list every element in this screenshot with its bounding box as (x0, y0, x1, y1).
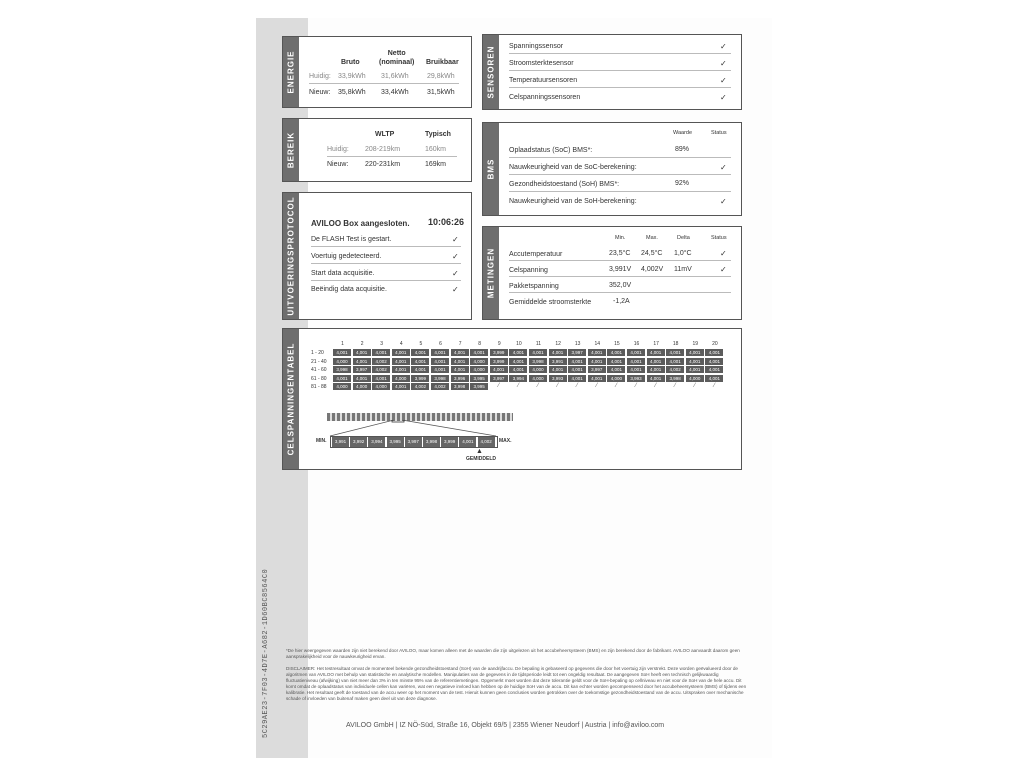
cell-voltage: 4,001 (705, 375, 723, 382)
energie-row-label: Huidig: (309, 73, 331, 80)
cell-voltage: 4,001 (588, 358, 606, 365)
energie-row-label: Nieuw: (309, 89, 331, 96)
metingen-value: 352,0V (609, 282, 632, 289)
column-header: 7 (458, 341, 462, 347)
zoom-value: 3,999 (441, 437, 459, 447)
column-header: 6 (439, 341, 442, 347)
zoom-bar (330, 436, 498, 448)
cell-voltage: 4,000 (470, 366, 488, 373)
row-label: 1 - 20 (311, 350, 324, 356)
energie-panel (282, 36, 472, 108)
col-min: Min. (615, 235, 626, 241)
zoom-value: 4,002 (478, 437, 496, 447)
cell-voltage: 4,001 (431, 358, 449, 365)
empty-cell-icon: ⁄ (517, 383, 519, 390)
cell-voltage: 3,997 (588, 366, 606, 373)
metingen-value: 23,5°C (609, 250, 631, 257)
column-header: 10 (516, 341, 522, 347)
bereik-tab: BEREIK (283, 119, 299, 181)
cell-voltage: 4,001 (686, 366, 704, 373)
bms-label: Nauwkeurigheid van de SoC-berekening: (509, 164, 637, 171)
cell-voltage: 4,001 (411, 349, 429, 356)
cell-voltage: 3,999 (411, 375, 429, 382)
empty-cell-icon: ⁄ (596, 383, 598, 390)
column-header: 15 (614, 341, 620, 347)
empty-cell-icon: ⁄ (655, 383, 657, 390)
max-label: MAX. (499, 438, 512, 444)
cell-voltage: 4,001 (509, 366, 527, 373)
metingen-value: 4,002V (641, 266, 664, 273)
cell-voltage: 4,001 (470, 349, 488, 356)
footer-note: *De hier weergegeven waarden zijn niet berekend door AVILOO, maar komen alleen met de waarden die zijn uitgelezen uit het accubeheersysteem (BMS) en zijn berekend door de fabrikant. AVILOO aanvaardt daarom geen aansprakelijkheid voor de nauwkeurigheid ervan. (286, 648, 740, 659)
col-bruto: Bruto (341, 59, 360, 66)
cell-voltage: 4,001 (333, 375, 351, 382)
cell-voltage: 4,000 (333, 383, 351, 390)
bereik-value: 208-219km (365, 146, 401, 153)
check-icon: ✓ (720, 163, 727, 172)
divider (509, 292, 731, 293)
sensor-item: Temperatuursensoren (509, 77, 578, 84)
cell-voltage: 4,001 (647, 349, 665, 356)
average-label: GEMIDDELD (466, 456, 496, 462)
cell-voltage: 4,001 (392, 349, 410, 356)
column-header: 11 (535, 341, 542, 347)
metingen-label: Gemiddelde stroomsterkte (509, 299, 592, 306)
column-header: 13 (574, 341, 581, 347)
cell-voltage: 3,993 (549, 375, 567, 382)
cell-voltage-tab: CELSPANNINGENTABEL (283, 329, 299, 469)
document-id: 5C29AE23-7F03-4D7E-A682-1D60BC8564C0 (262, 568, 270, 738)
row-label: 61 - 80 (311, 375, 327, 382)
bms-panel (482, 122, 742, 216)
cell-voltage: 3,995 (470, 383, 488, 390)
cell-voltage: 4,002 (411, 383, 429, 390)
column-header: 19 (692, 341, 699, 347)
cell-voltage: 4,001 (647, 358, 665, 365)
cell-voltage: 4,001 (353, 358, 371, 365)
metingen-value: 24,5°C (641, 250, 663, 257)
bms-tab: BMS (483, 123, 499, 215)
empty-cell-icon: ⁄ (557, 383, 559, 390)
energie-value: 33,4kWh (381, 89, 409, 96)
cell-voltage: 4,001 (666, 349, 684, 356)
divider (509, 276, 731, 277)
check-icon: ✓ (452, 269, 459, 278)
cell-voltage: 4,001 (666, 358, 684, 365)
cell-voltage: 4,001 (705, 349, 723, 356)
check-icon: ✓ (452, 235, 459, 244)
cell-voltage: 4,002 (372, 358, 390, 365)
empty-cell-icon: ⁄ (713, 383, 715, 390)
cell-voltage: 4,001 (686, 349, 704, 356)
empty-cell-icon: ⁄ (674, 383, 676, 390)
cell-voltage: 4,000 (529, 366, 547, 373)
cell-voltage: 4,002 (372, 366, 390, 373)
energie-value: 29,8kWh (427, 73, 455, 80)
energie-value: 33,9kWh (338, 73, 366, 80)
energie-value: 31,5kWh (427, 89, 455, 96)
cell-voltage: 4,001 (568, 375, 586, 382)
metingen-panel (482, 226, 742, 320)
cell-voltage: 4,000 (686, 375, 704, 382)
cell-voltage: 4,001 (411, 366, 429, 373)
metingen-value: 1,0°C (674, 250, 692, 257)
energie-value: 35,8kWh (338, 89, 366, 96)
cell-voltage: 4,001 (451, 358, 469, 365)
divider (311, 263, 461, 264)
sensor-item: Spanningssensor (509, 43, 564, 50)
cell-voltage: 4,001 (451, 349, 469, 356)
cell-voltage: 3,998 (529, 358, 547, 365)
bereik-value: 160km (425, 146, 447, 153)
cell-voltage: 4,001 (529, 349, 547, 356)
sensoren-tab: SENSOREN (483, 35, 499, 109)
bms-label: Gezondheidstoestand (SoH) BMS*: (509, 181, 620, 188)
cell-voltage: 4,001 (705, 366, 723, 373)
protocol-title: AVILOO Box aangesloten. (311, 219, 410, 228)
cell-voltage: 3,996 (451, 375, 469, 382)
footer-address: AVILOO GmbH | IZ NÖ-Süd, Straße 16, Objekt 69/5 | 2355 Wiener Neudorf | Austria | info@aviloo.com (346, 722, 665, 729)
energie-tab: ENERGIE (283, 37, 299, 107)
cell-voltage: 4,001 (353, 375, 371, 382)
zoom-value: 3,997 (405, 437, 423, 447)
divider (509, 70, 731, 71)
cell-voltage: 3,999 (490, 358, 508, 365)
cell-voltage: 4,001 (490, 366, 508, 373)
protocol-item: Voertuig gedetecteerd. (311, 253, 382, 260)
col-typisch: Typisch (425, 131, 451, 138)
zoom-value: 3,991 (332, 437, 350, 447)
cell-voltage: 3,998 (333, 366, 351, 373)
col-delta: Delta (677, 235, 690, 241)
cell-voltage: 4,001 (509, 358, 527, 365)
bereik-panel (282, 118, 472, 182)
col-netto: Netto (nominaal) (379, 50, 415, 66)
column-header: 5 (419, 341, 423, 347)
average-marker-icon: ▲ (476, 448, 483, 455)
cell-voltage: 4,001 (568, 366, 586, 373)
cell-voltage: 3,994 (509, 375, 527, 382)
check-icon: ✓ (720, 59, 727, 68)
sensor-item: Stroomsterktesensor (509, 60, 574, 67)
empty-cell-icon: ⁄ (635, 383, 637, 390)
cell-voltage: 4,001 (607, 366, 625, 373)
sensor-item: Celspanningssensoren (509, 94, 581, 101)
check-icon: ✓ (720, 42, 727, 51)
check-icon: ✓ (452, 285, 459, 294)
cell-voltage: 4,000 (529, 375, 547, 382)
metingen-label: Celspanning (509, 267, 548, 274)
cell-voltage: 4,000 (607, 375, 625, 382)
cell-voltage: 3,995 (470, 375, 488, 382)
cell-voltage: 4,001 (549, 366, 567, 373)
cell-voltage: 4,001 (451, 366, 469, 373)
bereik-row-label: Nieuw: (327, 161, 349, 168)
cell-voltage: 4,000 (372, 383, 390, 390)
check-icon: ✓ (720, 93, 727, 102)
protocol-item: De FLASH Test is gestart. (311, 236, 392, 243)
cell-voltage: 4,001 (333, 349, 351, 356)
cell-voltage: 4,001 (627, 366, 645, 373)
divider (509, 87, 731, 88)
cell-voltage: 4,001 (647, 375, 665, 382)
cell-voltage: 3,993 (627, 375, 645, 382)
column-header: 12 (555, 341, 561, 347)
cell-voltage: 4,001 (588, 349, 606, 356)
cell-voltage: 4,001 (372, 349, 390, 356)
cell-voltage: 4,001 (372, 375, 390, 382)
zoom-value: 3,992 (350, 437, 368, 447)
cell-voltage: 4,000 (353, 383, 371, 390)
col-wltp: WLTP (375, 131, 395, 138)
energie-value: 31,6kWh (381, 73, 409, 80)
cell-voltage: 4,001 (627, 349, 645, 356)
col-max: Max. (646, 235, 658, 241)
bms-value: 89% (675, 146, 690, 153)
divider (509, 174, 731, 175)
column-header: 2 (360, 341, 364, 347)
cell-voltage: 4,001 (392, 366, 410, 373)
check-icon: ✓ (720, 197, 727, 206)
cell-voltage: 3,991 (549, 358, 567, 365)
divider (509, 157, 731, 158)
cell-voltage: 4,001 (411, 358, 429, 365)
column-header: 14 (594, 341, 601, 347)
bms-label: Oplaadstatus (SoC) BMS*: (509, 147, 593, 154)
metingen-tab: METINGEN (483, 227, 499, 319)
bereik-value: 220-231km (365, 161, 401, 168)
zoom-value: 3,995 (387, 437, 405, 447)
cell-voltage: 4,001 (353, 349, 371, 356)
column-header: 18 (672, 341, 679, 347)
check-icon: ✓ (720, 249, 727, 258)
cell-voltage: 4,001 (509, 349, 527, 356)
bereik-value: 169km (425, 161, 447, 168)
empty-cell-icon: ⁄ (576, 383, 578, 390)
metingen-value: -1,2A (613, 298, 630, 305)
protocol-time: 10:06:26 (428, 217, 465, 227)
divider (509, 53, 731, 54)
cell-voltage: 4,001 (431, 349, 449, 356)
empty-cell-icon: ⁄ (694, 383, 696, 390)
min-label: MIN. (316, 438, 327, 444)
row-label: 81 - 88 (311, 384, 327, 391)
cell-voltage: 4,000 (470, 358, 488, 365)
zoom-value: 3,998 (423, 437, 441, 447)
cell-voltage: 4,001 (686, 358, 704, 365)
row-label: 21 - 40 (311, 358, 327, 365)
footer-disclaimer: DISCLAIMER: Het testresultaat omvat de momenteel bekende gezondheidstoestand (SoH) van de aandrijfaccu. De bepaling is gebaseerd op gegevens die door het voertuig zijn verstrekt. Deze worden geëvalueerd door de algoritmen van AVILOO met behulp van statistische en analytische modellen. Manipulaties van de gegevens in de tijdsperiode leidt tot een ongeldig resultaat. De aangegeven SoH heeft een technisch gelijkwaardig fluctuatieniveau (afwijking) van niet meer dan 3% in ten minste 95% van de referentiemetingen. Opgemerkt moet worden dat deze tolerantie geldt voor de SoH-bepaling op cellniveau en niet voor de SoH van de hele accu. Dit komt omdat de oplaadstatus van individuele cellen kan variëren, wat een negatieve invloed kan hebben op de huidige SoH van de accu. Dit kan echter worden gecompenseerd door het accubeheersysteem (BMS) of tijdens een kalibratie. Het resultaat geeft de toestand van de accu weer op het moment van de test. Hieruit kunnen geen conclusies worden getrokken over de toekomstige gezondheidstoestand van de accu. Uitspraken over mechanische schade of invloeden van buitenaf maken geen deel uit van deze diagnose. (286, 666, 747, 701)
protocol-panel (282, 192, 472, 320)
col-status: Status (711, 130, 727, 136)
cell-voltage: 4,001 (607, 358, 625, 365)
empty-cell-icon: ⁄ (615, 383, 617, 390)
metingen-label: Accutemperatuur (509, 251, 563, 258)
cell-voltage: 3,998 (666, 375, 684, 382)
cell-voltage: 3,997 (568, 349, 586, 356)
bms-value: 92% (675, 180, 690, 187)
cell-voltage: 4,002 (666, 366, 684, 373)
column-header: 16 (633, 341, 640, 347)
protocol-item: Start data acquisitie. (311, 270, 375, 277)
divider (509, 260, 731, 261)
empty-cell-icon: ⁄ (537, 383, 539, 390)
column-header: 8 (478, 341, 482, 347)
cell-voltage: 3,998 (451, 383, 469, 390)
check-icon: ✓ (720, 76, 727, 85)
zoom-value: 4,001 (459, 437, 477, 447)
column-header: 20 (712, 341, 718, 347)
column-header: 9 (497, 341, 501, 347)
check-icon: ✓ (720, 265, 727, 274)
cell-voltage: 3,999 (490, 349, 508, 356)
check-icon: ✓ (452, 252, 459, 261)
cell-voltage: 4,001 (705, 358, 723, 365)
cell-voltage: 4,000 (392, 375, 410, 382)
column-header: 3 (380, 341, 384, 347)
column-header: 17 (653, 341, 659, 347)
column-header: 4 (399, 341, 403, 347)
cell-voltage: 4,002 (431, 383, 449, 390)
sensoren-panel (482, 34, 742, 110)
protocol-tab: UITVOERINGSPROTOCOL (283, 193, 299, 319)
cell-voltage: 4,001 (568, 358, 586, 365)
metingen-label: Pakketspanning (509, 283, 559, 290)
cell-voltage: 3,998 (431, 375, 449, 382)
bereik-row-label: Huidig: (327, 146, 349, 153)
cell-voltage: 4,000 (333, 358, 351, 365)
cell-voltage: 3,997 (490, 375, 508, 382)
metingen-value: 3,991V (609, 266, 632, 273)
bms-label: Nauwkeurigheid van de SoH-berekening: (509, 198, 637, 205)
row-label: 41 - 60 (311, 367, 327, 374)
col-waarde: Waarde (673, 130, 693, 136)
cell-voltage: 4,001 (607, 349, 625, 356)
col-status: Status (711, 235, 727, 241)
cell-voltage: 4,001 (392, 383, 410, 390)
column-header: 1 (341, 341, 344, 347)
protocol-item: Beëindig data acquisitie. (311, 286, 387, 293)
cell-voltage: 4,001 (431, 366, 449, 373)
divider (509, 191, 731, 192)
zoom-value: 3,994 (368, 437, 386, 447)
cell-voltage: 3,997 (353, 366, 371, 373)
divider (327, 156, 457, 157)
cell-voltage: 4,001 (588, 375, 606, 382)
cell-voltage: 4,001 (647, 366, 665, 373)
cell-voltage: 4,001 (392, 358, 410, 365)
divider (311, 280, 461, 281)
empty-cell-icon: ⁄ (498, 383, 500, 390)
divider (311, 246, 461, 247)
metingen-value: 11mV (674, 266, 692, 273)
cell-voltage: 4,001 (549, 349, 567, 356)
cell-voltage: 4,001 (627, 358, 645, 365)
divider (309, 83, 459, 84)
col-bruikbaar: Bruikbaar (426, 59, 459, 66)
